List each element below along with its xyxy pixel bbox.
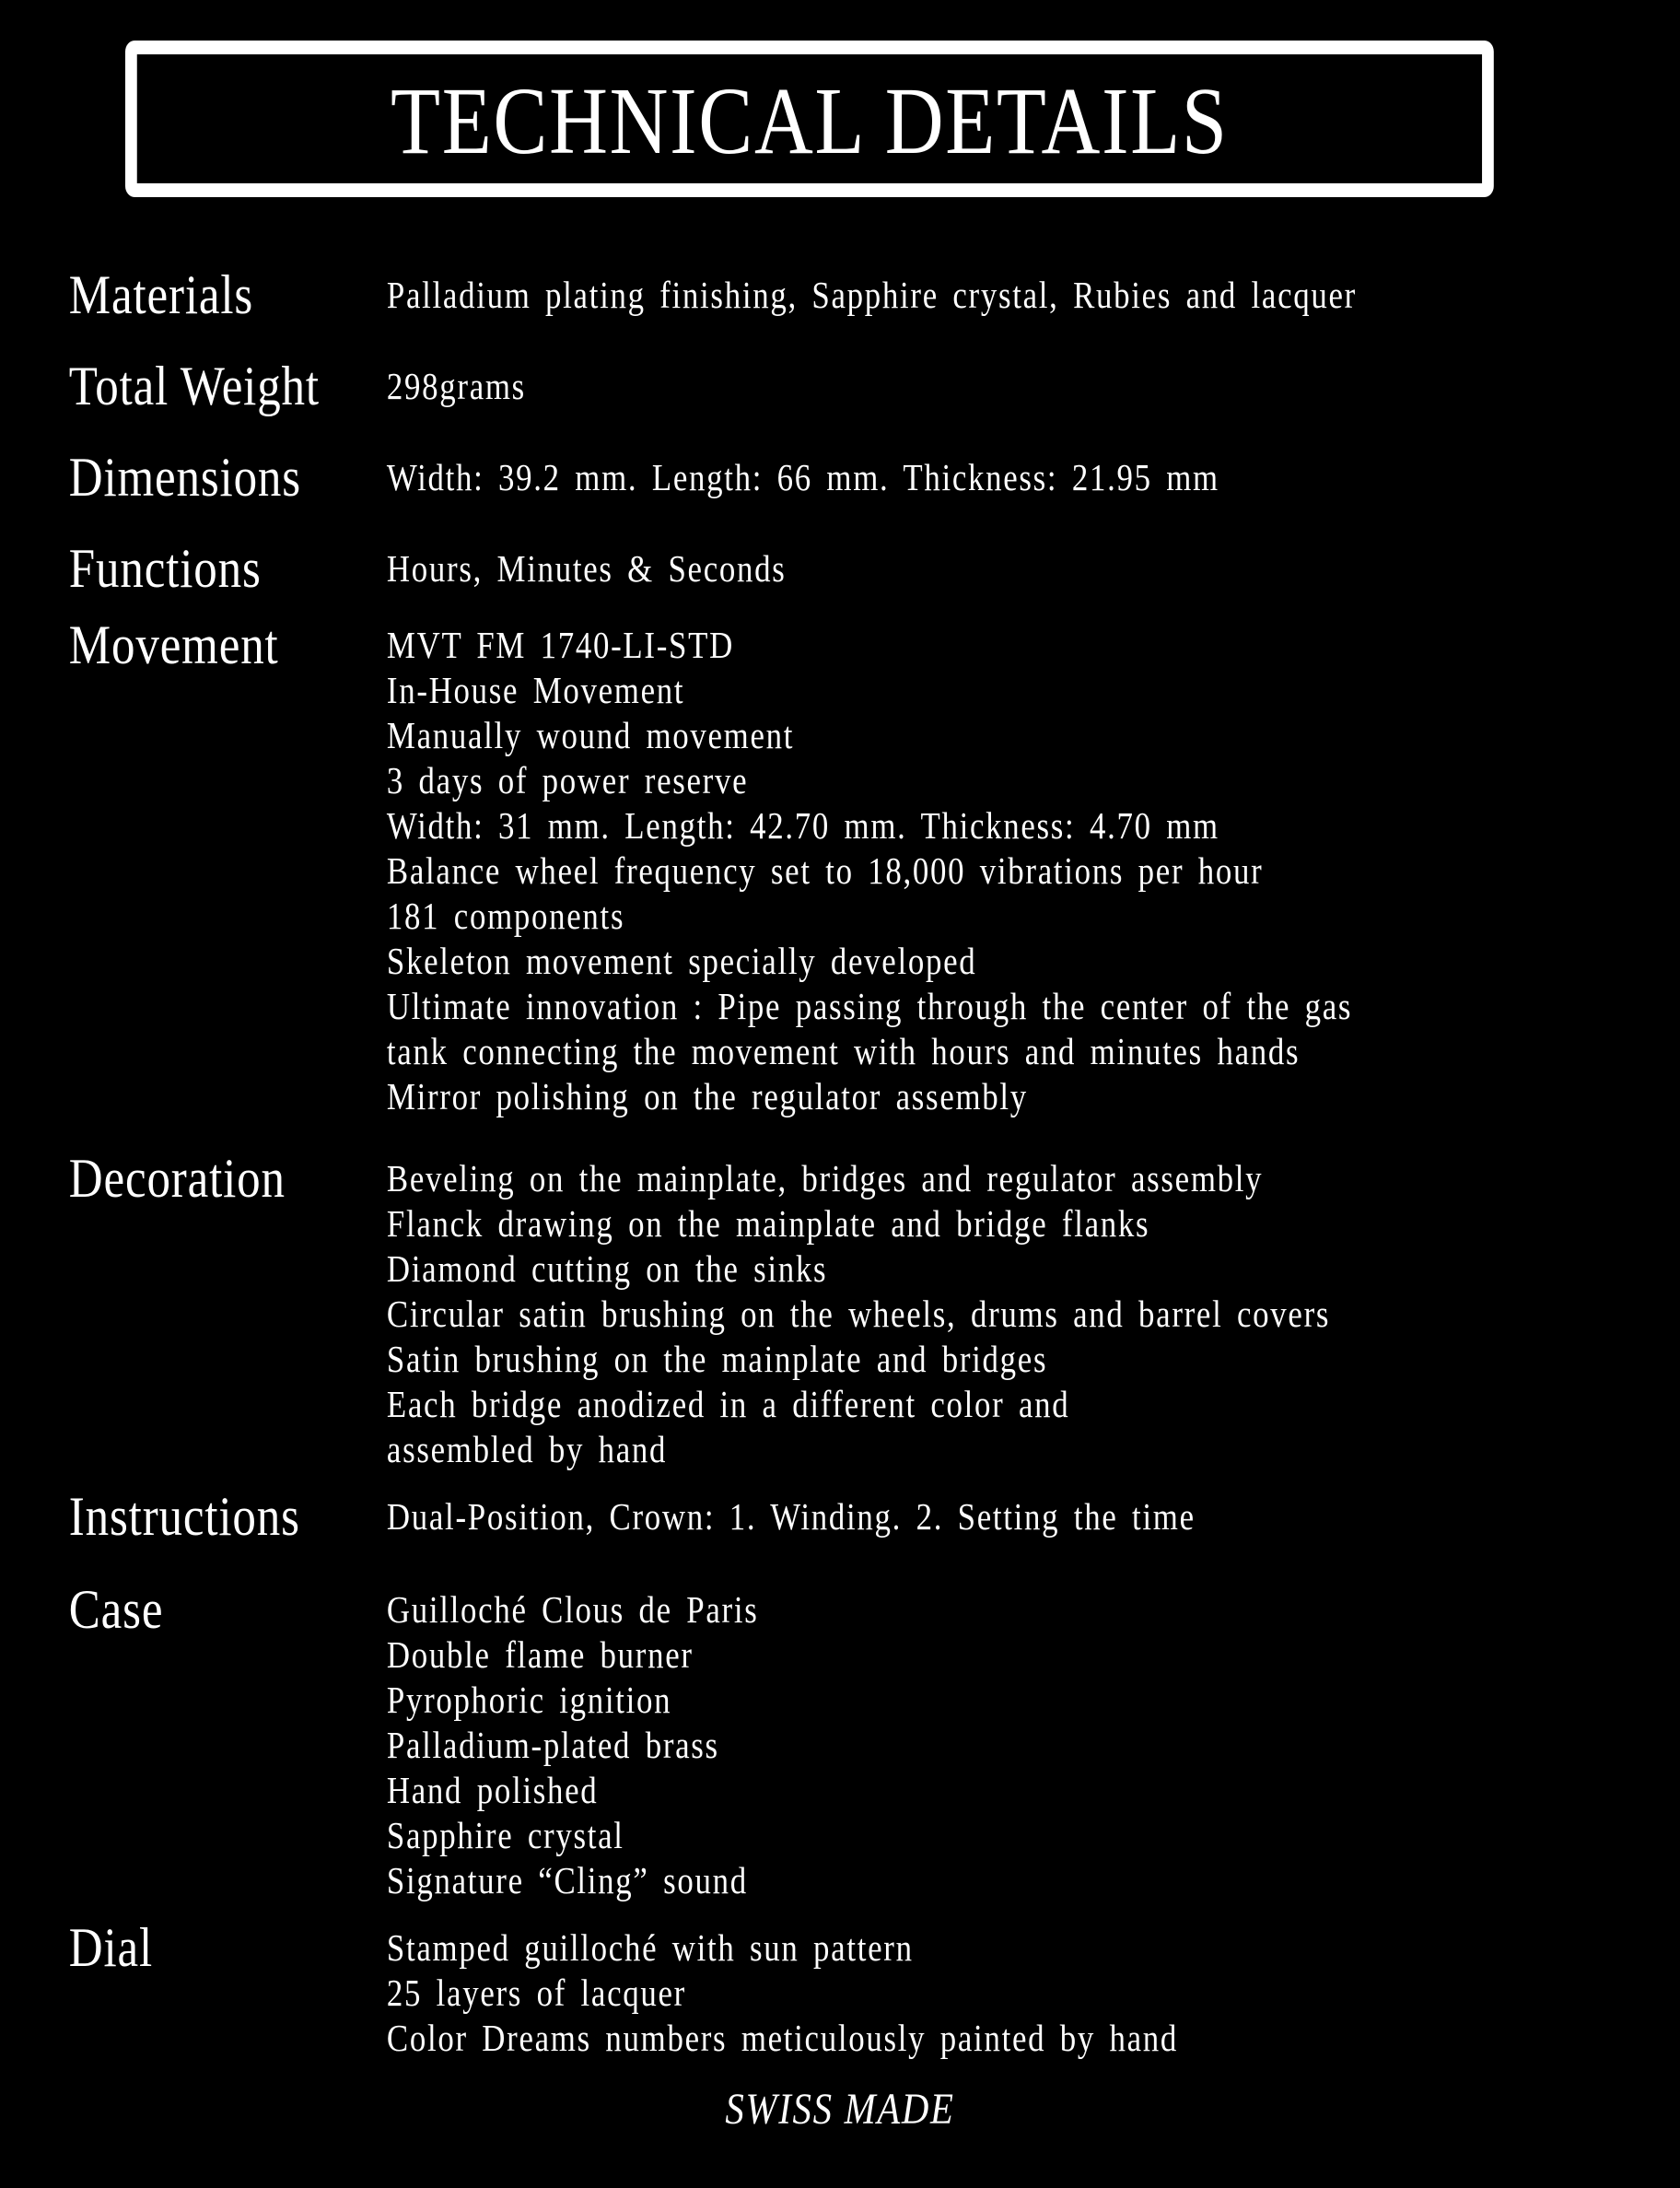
spec-line: tank connecting the movement with hours and minutes hands xyxy=(386,1030,1301,1072)
spec-line: Signature “Cling” sound xyxy=(386,1859,748,1901)
spec-row-materials xyxy=(68,264,1680,325)
title-frame xyxy=(125,41,1494,197)
spec-line: Skeleton movement specially developed xyxy=(386,940,977,982)
spec-value xyxy=(387,546,1680,591)
spec-label-instructions: Instructions xyxy=(68,1486,300,1547)
spec-value xyxy=(387,1494,1680,1539)
spec-line: Color Dreams numbers meticulously painted by hand xyxy=(386,2017,1179,2059)
spec-label-materials: Materials xyxy=(68,264,254,325)
spec-line: Width: 39.2 mm. Length: 66 mm. Thickness: 21.95 mm xyxy=(386,456,1219,498)
spec-label-case: Case xyxy=(68,1579,164,1640)
spec-line: Pyrophoric ignition xyxy=(386,1679,672,1721)
spec-line: Palladium plating finishing, Sapphire crystal, Rubies and lacquer xyxy=(386,274,1357,316)
page-title: TECHNICAL DETAILS xyxy=(391,68,1229,174)
spec-value xyxy=(387,1925,1680,2061)
spec-label-dial: Dial xyxy=(68,1917,154,1978)
spec-row-functions xyxy=(68,538,1680,599)
spec-label-movement: Movement xyxy=(68,614,279,675)
spec-line: Manually wound movement xyxy=(386,714,795,756)
spec-label-functions: Functions xyxy=(68,538,262,599)
spec-value xyxy=(387,364,1680,409)
spec-line: MVT FM 1740-LI-STD xyxy=(386,624,734,666)
spec-line: Stamped guilloché with sun pattern xyxy=(386,1926,914,1969)
spec-line: Ultimate innovation : Pipe passing through the center of the gas xyxy=(386,985,1353,1027)
spec-value xyxy=(387,1156,1680,1472)
spec-line: Satin brushing on the mainplate and bridges xyxy=(386,1338,1048,1380)
spec-row-case xyxy=(68,1579,1680,1903)
swiss-made-label: SWISS MADE xyxy=(725,2085,955,2134)
spec-value xyxy=(387,1587,1680,1903)
spec-row-movement xyxy=(68,614,1680,1119)
spec-line: Hand polished xyxy=(386,1769,599,1811)
spec-line: Flanck drawing on the mainplate and bridge flanks xyxy=(386,1202,1150,1245)
spec-line: 298grams xyxy=(386,365,526,407)
spec-row-dimensions xyxy=(68,447,1680,508)
spec-line: 181 components xyxy=(386,895,625,937)
spec-line: assembled by hand xyxy=(386,1428,668,1470)
spec-line: Sapphire crystal xyxy=(386,1814,624,1856)
spec-row-total-weight xyxy=(68,356,1680,416)
spec-line: In-House Movement xyxy=(386,669,685,711)
spec-line: Beveling on the mainplate, bridges and regulator assembly xyxy=(386,1157,1264,1199)
spec-list xyxy=(0,264,1680,2061)
spec-row-instructions xyxy=(68,1486,1680,1547)
spec-line: Diamond cutting on the sinks xyxy=(386,1247,828,1290)
spec-label-decoration: Decoration xyxy=(68,1148,286,1209)
spec-line: Mirror polishing on the regulator assembly xyxy=(386,1075,1028,1117)
spec-value xyxy=(387,623,1680,1119)
spec-value xyxy=(387,273,1680,318)
spec-line: 3 days of power reserve xyxy=(386,759,749,801)
spec-label-total-weight: Total Weight xyxy=(68,356,320,416)
spec-line: Each bridge anodized in a different color and xyxy=(386,1383,1070,1425)
spec-line: 25 layers of lacquer xyxy=(386,1972,686,2014)
spec-value xyxy=(387,455,1680,500)
spec-row-decoration xyxy=(68,1148,1680,1472)
spec-line: Hours, Minutes & Seconds xyxy=(386,547,787,590)
spec-line: Guilloché Clous de Paris xyxy=(386,1588,759,1631)
spec-line: Palladium-plated brass xyxy=(386,1724,719,1766)
spec-line: Width: 31 mm. Length: 42.70 mm. Thickness: 4.70 mm xyxy=(386,804,1219,847)
page-content xyxy=(0,41,1680,2133)
spec-line: Circular satin brushing on the wheels, drums and barrel covers xyxy=(386,1293,1331,1335)
spec-label-dimensions: Dimensions xyxy=(68,447,301,508)
spec-line: Balance wheel frequency set to 18,000 vibrations per hour xyxy=(386,849,1264,892)
spec-row-dial xyxy=(68,1917,1680,2061)
spec-line: Dual-Position, Crown: 1. Winding. 2. Setting the time xyxy=(386,1495,1196,1538)
spec-line: Double flame burner xyxy=(386,1633,694,1676)
